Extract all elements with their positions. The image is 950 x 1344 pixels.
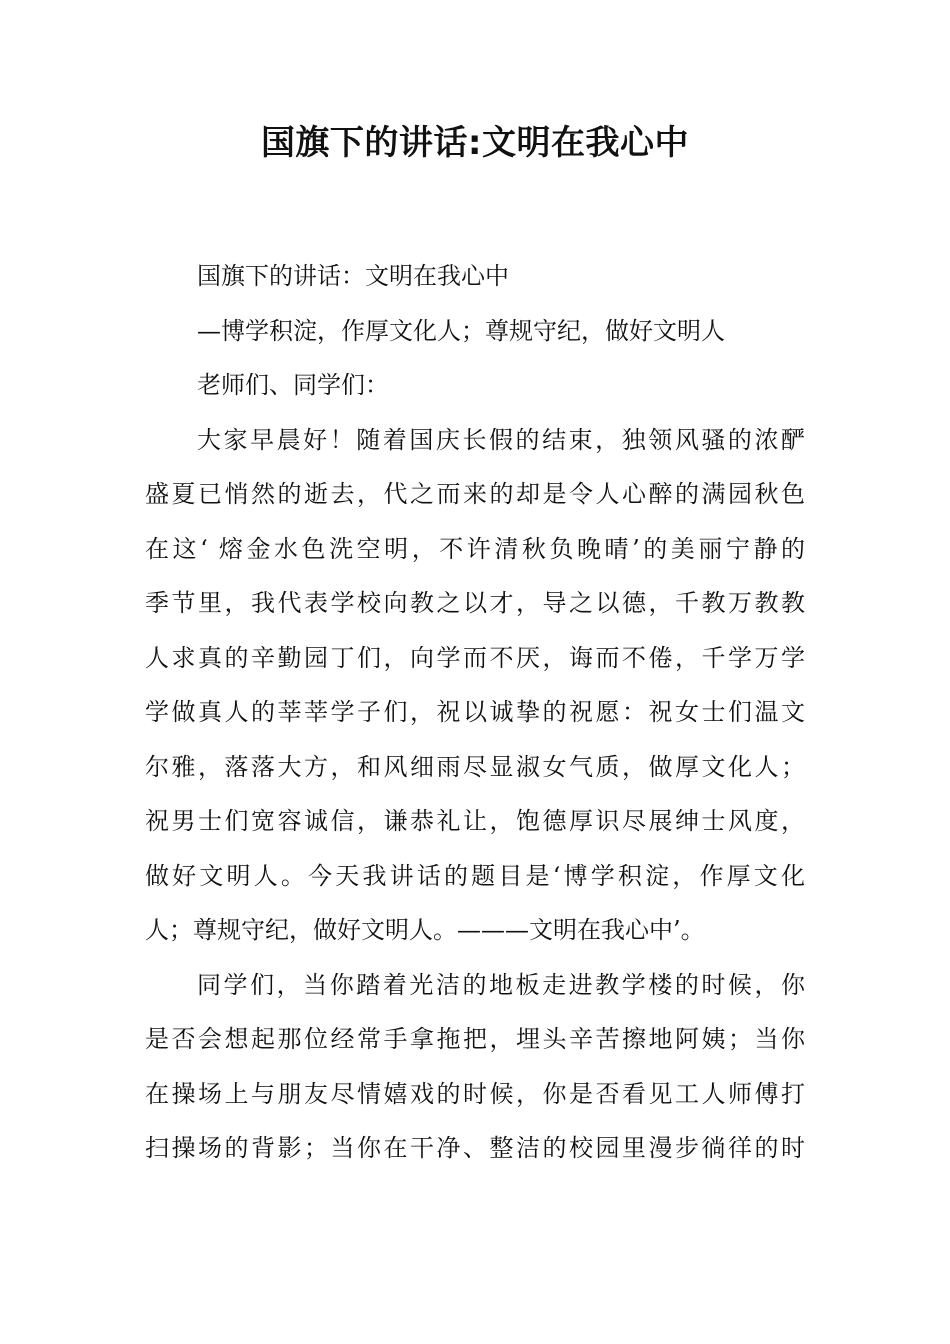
paragraph-line: 同学们，当你踏着光洁的地板走进教学楼的时候，你 [197, 970, 805, 999]
paragraph-line: 尔雅，落落大方，和风细雨尽显淑女气质，做厚文化人； [145, 752, 805, 781]
paragraph-line: 扫操场的背影；当你在干净、整洁的校园里漫步徜徉的时 [145, 1134, 805, 1162]
page-title: 国旗下的讲话:文明在我心中 [260, 123, 690, 163]
paragraph-line: 在这‘ 熔金水色洗空明，不许清秋负晚晴’的美丽宁静的 [145, 534, 805, 563]
motto-line: —博学积淀，作厚文化人；尊规守纪，做好文明人 [197, 316, 725, 345]
paragraph-line: 盛夏已悄然的逝去，代之而来的却是令人心醉的满园秋色 [145, 480, 805, 508]
paragraph-line: 是否会想起那位经常手拿拖把，埋头辛苦擦地阿姨；当你 [145, 1025, 805, 1053]
paragraph-line: 人求真的辛勤园丁们，向学而不厌，诲而不倦，千学万学 [145, 643, 805, 672]
salutation-line: 老师们、同学们： [197, 371, 389, 399]
paragraph-line: 学做真人的莘莘学子们，祝以诚挚的祝愿：祝女士们温文 [145, 698, 805, 726]
paragraph-line: 祝男士们宽容诚信，谦恭礼让，饱德厚识尽展绅士风度， [145, 807, 805, 835]
paragraph-line: 在操场上与朋友尽情嬉戏的时候，你是否看见工人师傅打 [145, 1079, 805, 1108]
paragraph-line: 季节里，我代表学校向教之以才，导之以德，千教万教教 [145, 589, 805, 617]
paragraph-line: 人；尊规守纪，做好文明人。———文明在我心中’。 [145, 916, 705, 944]
paragraph-line: 做好文明人。今天我讲话的题目是‘博学积淀，作厚文化 [145, 861, 805, 890]
subtitle-line: 国旗下的讲话：文明在我心中 [197, 262, 509, 290]
paragraph-line: 大家早晨好！随着国庆长假的结束，独领风骚的浓酽 [197, 425, 805, 454]
speech-body [145, 249, 805, 1176]
